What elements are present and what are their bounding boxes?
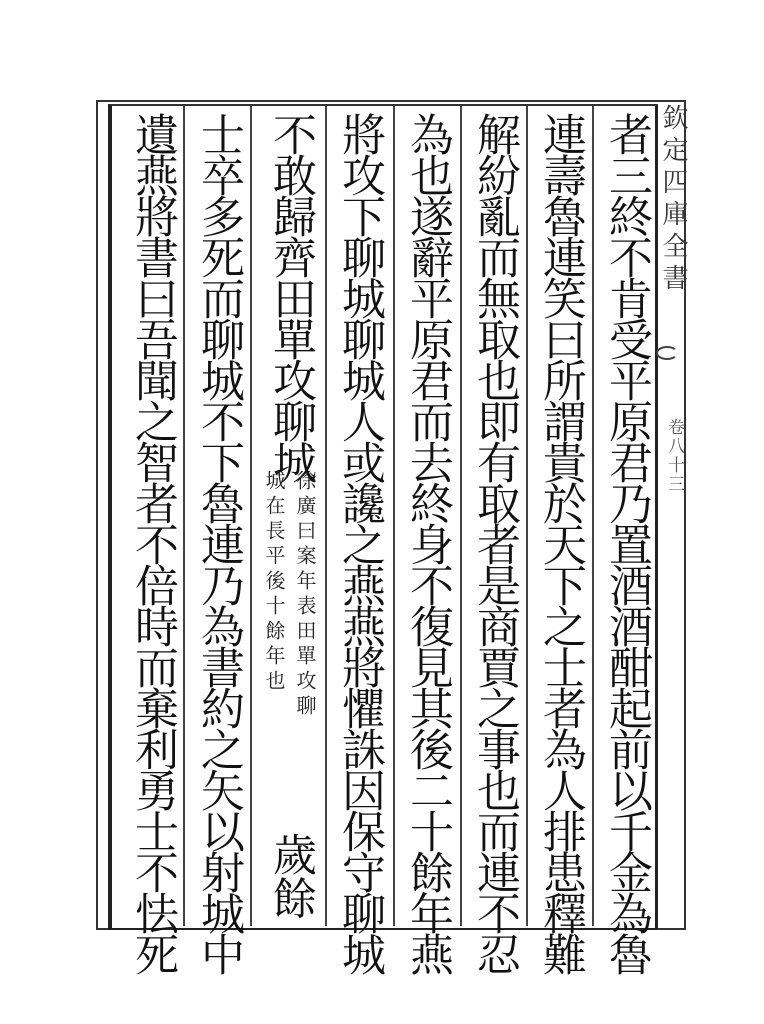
column-divider — [526, 106, 528, 926]
text-column-5: 將攻下聊城聊城人或讒之燕燕將懼誅因保守聊城 — [334, 112, 385, 973]
column-divider — [250, 106, 252, 926]
fish-tail-mark — [654, 342, 682, 360]
annotation-right: 徐廣曰案年表田單攻聊 — [293, 470, 317, 720]
juan-label: 卷八十三 — [664, 418, 684, 494]
annotation-left: 城在長平後十餘年也 — [262, 470, 286, 695]
column-divider — [460, 106, 462, 926]
text-column-3: 解紛亂而無取也即有取者是商賈之事也而連不忍 — [469, 112, 520, 973]
text-column-6-top: 不敢歸齊田單攻聊城 — [265, 112, 316, 481]
text-column-8: 遺燕將書曰吾聞之智者不倍時而棄利勇士不怯死 — [127, 112, 178, 973]
text-column-6-bottom: 歲餘 — [265, 832, 316, 919]
text-column-1: 者三終不肯受平原君乃置酒酒酣起前以千金為魯 — [601, 112, 652, 973]
column-divider — [393, 106, 395, 926]
text-column-4: 為也遂辭平原君而去終身不復見其後二十餘年燕 — [402, 112, 453, 973]
text-column-2: 連壽魯連笑曰所謂貴於天下之士者為人排患釋難 — [535, 112, 586, 973]
column-divider — [183, 106, 185, 926]
text-column-7: 士卒多死而聊城不下魯連乃為書約之矢以射城中 — [193, 112, 244, 973]
column-divider — [325, 106, 327, 926]
book-title: 欽定四庫全書 — [658, 104, 688, 296]
column-divider — [592, 106, 594, 926]
